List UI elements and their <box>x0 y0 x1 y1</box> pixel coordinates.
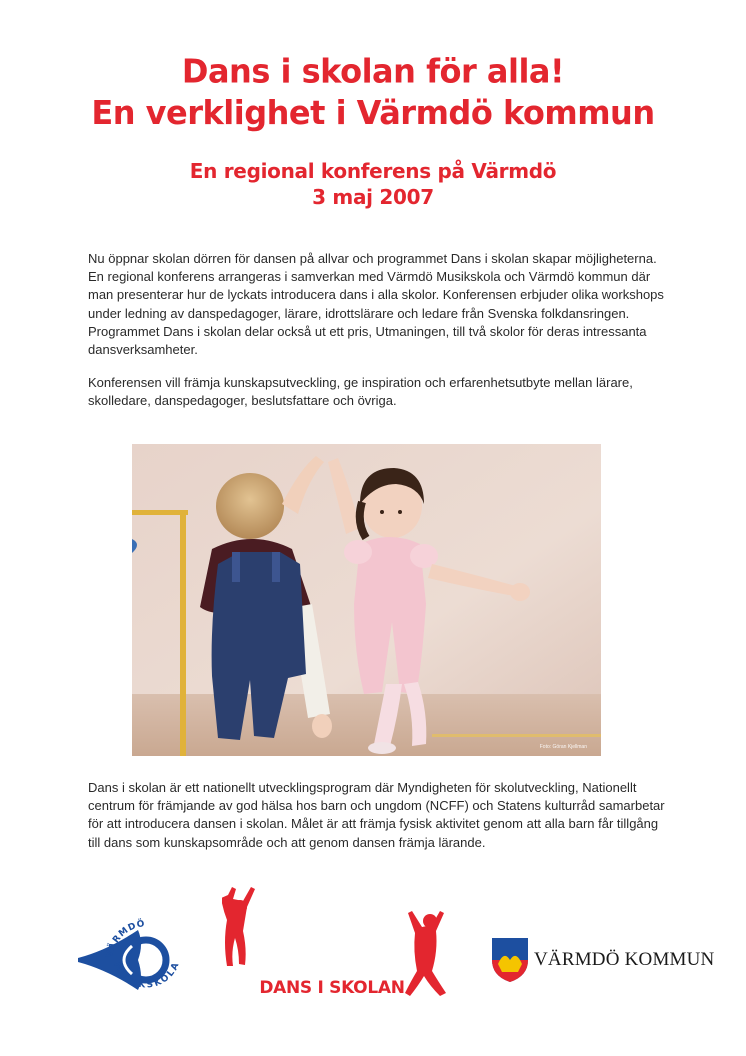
svg-text:MUSIKSKOLA <box>111 960 182 991</box>
page-title <box>0 50 746 133</box>
title-line-2: En verklighet i Värmdö kommun <box>91 93 655 133</box>
page-subtitle <box>0 158 746 210</box>
title-line-1: Dans i skolan för alla! <box>181 51 565 91</box>
dans-i-skolan-logo <box>222 885 452 1005</box>
intro-paragraph: Nu öppnar skolan dörren för dansen på allvar och programmet Dans i skolan skapar möjligheterna. En regional konferens arrangeras i samverkan med Värmdö Musikskola och Värmdö kommun där man presenterar hur de lyckats introducera dans i alla skolor. Konferensen erbjuder olika workshops under ledning av danspedagoger, lärare, idrottslärare och ledare från Svenska folkdansringen. Programmet Dans i skolan delar också ut ett pris, Utmaningen, till två skolor för deras intressanta dansverksamheter. <box>88 251 664 358</box>
musikskola-top-text: VÄRMDÖ <box>104 918 147 959</box>
goal-paragraph: Konferensen vill främja kunskapsutveckling, ge inspiration och erfarenhetsutbyte mellan lärare, skolledare, danspedagoger, beslutsfattare och övriga. <box>88 375 633 409</box>
subtitle-date: 3 maj 2007 <box>312 185 434 209</box>
kommun-coat-of-arms-icon <box>490 934 530 982</box>
program-paragraph: Dans i skolan är ett nationellt utvecklingsprogram där Myndigheten för skolutveckling, Nationellt centrum för främjande av god hälsa hos barn och ungdom (NCFF) och Statens kulturråd samarbetar för att introducera dansen i skolan. Målet är att främja fysisk aktivitet genom att alla barn får tillgång till dans som kunskapsområde och att genom dansen främja lärande. <box>88 780 665 850</box>
varmdo-kommun-logo <box>490 934 720 984</box>
varmdo-kommun-text: VÄRMDÖ KOMMUN <box>534 949 715 970</box>
dans-i-skolan-text: DANS I SKOLAN <box>259 978 405 998</box>
musikskola-bottom-text: MUSIKSKOLA <box>110 959 183 991</box>
dancer-left-icon <box>222 887 255 966</box>
subtitle-line-1: En regional konferens på Värmdö <box>189 159 557 183</box>
varmdo-musikskola-logo <box>76 906 188 996</box>
dancing-children-photo <box>132 444 601 756</box>
photo-credit: Foto: Göran Kjellman <box>539 744 587 750</box>
